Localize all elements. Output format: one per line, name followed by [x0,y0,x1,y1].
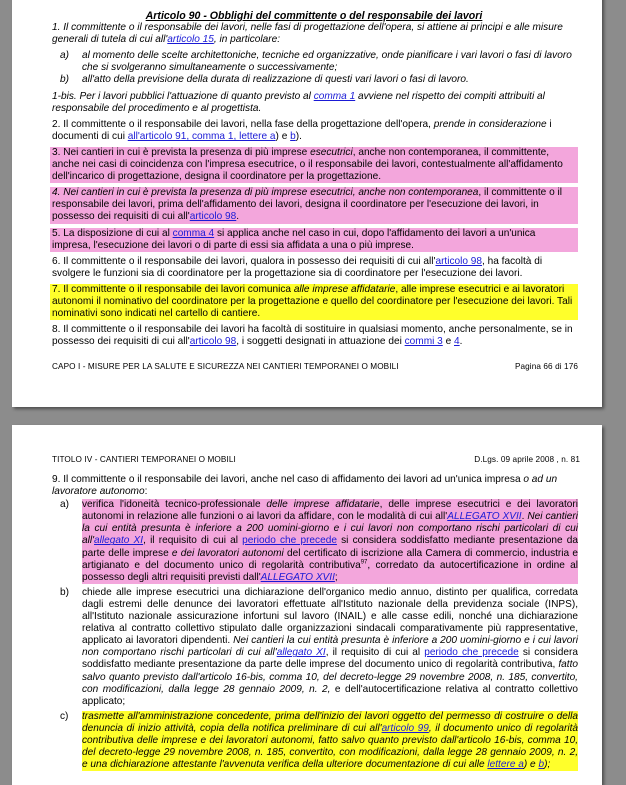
list-item-9c: c) trasmette all'amministrazione concedente, prima dell'inizio dei lavori oggetto del permesso di costruire o della denuncia di inizio attività, copia della notifica preliminare di cui all'articolo 99, il documento unico di regolarità contributiva delle imprese e dei lavoratori autonomi, fatto salvo quanto previsto dall'articolo 16-bis, comma 10, del decreto-legge 29 novembre 2008, n. 185, convertito, con modificazioni, dalla legge 28 gennaio 2009, n. 2, e una dichiarazione attestante l'avvenuta verifica della ulteriore documentazione di cui alle lettere a) e b); [60,710,578,771]
list-item-1a: a) al momento delle scelte architettoniche, tecniche ed organizzative, onde pianificare i vari lavori o fasi di lavoro che si svolgeranno simultaneamente o successivamente; [60,50,572,74]
document-page-67 [12,425,602,785]
link-articolo-91[interactable]: all'articolo 91, comma 1, lettere a [127,130,276,142]
list-item-9b: b) chiede alle imprese esecutrici una dichiarazione dell'organico medio annuo, distinto per qualifica, corredata dagli estremi delle denunce dei lavoratori effettuate all'Istituto nazionale della previdenza sociale (INPS), all'Istituto nazionale assicurazione infortuni sul lavoro (INAIL) e alle casse edili, nonché una dichiarazione relativa al contratto collettivo stipulato dalle organizzazioni sindacali comparativamente più rappresentative, applicato ai lavoratori dipendenti. Nei cantieri la cui entità presunta è inferiore a 200 uomini-giorno e i cui lavori non comportano rischi particolari di cui all'allegato XI, il requisito di cui al periodo che precede si considera soddisfatto mediante presentazione da parte delle imprese del documento unico di regolarità contributiva, fatto salvo quanto previsto dall'articolo 16-bis, comma 10, del decreto-legge 29 novembre 2008, n. 185, convertito, con modificazioni, dalla legge 28 gennaio 2009, n. 2, e dell'autocertificazione relativa al contratto collettivo applicato; [60,586,578,707]
link-periodo-che-precede[interactable]: periodo che precede [424,647,519,659]
paragraph-8: 8. Il committente o il responsabile dei lavori ha facoltà di sostituire in qualsiasi momento, anche personalmente, se in possesso dei requisiti di cui all'articolo 98, i soggetti designati in attuazione dei commi 3 e 4. [52,324,573,348]
link-lettera-b[interactable]: b [290,130,296,142]
paragraph-1-bis: 1-bis. Per i lavori pubblici l'attuazione di quanto previsto al comma 1 avviene nel rispetto dei compiti attribuiti al responsabile del procedimento e al progettista. [52,90,545,114]
page-header-law: D.Lgs. 09 aprile 2008 , n. 81 [474,455,580,464]
document-page-66 [12,0,602,407]
link-comma-1[interactable]: comma 1 [313,90,356,102]
page-header-title: TITOLO IV - CANTIERI TEMPORANEI O MOBILI [52,455,236,464]
paragraph-5: 5. La disposizione di cui al comma 4 si applica anche nel caso in cui, dopo l'affidamento dei lavori a un'unica impresa, l'esecuzione dei lavori o di parte di essi sia affidata a una o più imprese. [50,228,578,252]
paragraph-4: 4. Nei cantieri in cui è prevista la presenza di più imprese esecutrici, anche non contemporanea, il committente o il responsabile dei lavori, prima dell'affidamento dei lavori, designa il coordinatore per l'esecuzione dei lavori, in possesso dei requisiti di cui all'articolo 98. [50,187,578,223]
paragraph-6: 6. Il committente o il responsabile dei lavori, qualora in possesso dei requisiti di cui all'articolo 98, ha facoltà di svolgere le funzioni sia di coordinatore per la progettazione sia di coordinatore per l'esecuzione dei lavori. [52,255,543,279]
link-comma-4[interactable]: 4 [454,336,460,348]
page-footer-number: Pagina 66 di 176 [514,362,578,371]
link-lettera-b[interactable]: b [538,759,545,771]
link-allegato-xvii[interactable]: ALLEGATO XVII [447,511,522,523]
footnote-ref: 97 [360,559,368,566]
link-periodo-che-precede[interactable]: periodo che precede [242,535,337,547]
list-item-1b: b) all'atto della previsione della durata di realizzazione di questi vari lavori o fasi di lavoro. [60,74,469,86]
paragraph-2: 2. Il committente o il responsabile dei lavori, nella fase della progettazione dell'opera, prende in considerazione i documenti di cui all'articolo 91, comma 1, lettere a) e b). [52,118,552,142]
link-commi-3[interactable]: commi 3 [404,336,443,348]
paragraph-1: 1. Il committente o il responsabile dei lavori, nelle fasi di progettazione dell'opera, si attiene ai principi e alle misure generali di tutela di cui all'articolo 15, in particolare: [52,22,563,46]
paragraph-3: 3. Nei cantieri in cui è prevista la presenza di più imprese esecutrici, anche non contemporanea, il committente, anche nei casi di coincidenza con l'impresa esecutrice, o il responsabile dei lavori, contestualmente all'affidamento dell'incarico di progettazione, designa il coordinatore per la progettazione. [50,147,578,183]
list-item-9a: a) verifica l'idoneità tecnico-professionale delle imprese affidatarie, delle imprese esecutrici e dei lavoratori autonomi in relazione alle funzioni o ai lavori da affidare, con le modalità di cui all'ALLEGATO XVII. Nei cantieri la cui entità presunta è inferiore a 200 uomini-giorno e i cui lavori non comportano rischi particolari di cui all'allegato XI, il requisito di cui al periodo che precede si considera soddisfatto mediante presentazione da parte delle imprese e dei lavoratori autonomi del certificato di iscrizione alla Camera di commercio, industria e artigianato e del documento unico di regolarità contributiva$^{97}$, corredato da autocertificazione in ordine al possesso degli altri requisiti previsti dall'ALLEGATO XVII; [60,499,579,583]
link-lettera-a[interactable]: lettere a [487,759,524,771]
link-articolo-98[interactable]: articolo 98 [435,255,483,267]
paragraph-9: 9. Il committente o il responsabile dei lavori, anche nel caso di affidamento dei lavori ad un'unica impresa o ad un lavoratore autonomo: [52,474,558,498]
link-allegato-xi[interactable]: allegato XI [94,535,144,547]
link-articolo-98[interactable]: articolo 98 [189,211,237,223]
link-articolo-15[interactable]: articolo 15 [167,34,214,46]
link-articolo-99[interactable]: articolo 99 [381,722,429,734]
link-comma-4[interactable]: comma 4 [172,227,215,239]
link-articolo-98[interactable]: articolo 98 [189,336,237,348]
link-allegato-xi[interactable]: allegato XI [276,647,326,659]
link-allegato-xvii[interactable]: ALLEGATO XVII [260,571,335,583]
page-footer-chapter: CAPO I - MISURE PER LA SALUTE E SICUREZZA NEI CANTIERI TEMPORANEI O MOBILI [52,362,399,371]
article-title: Articolo 90 - Obblighi del committente o del responsabile dei lavori [145,10,483,22]
paragraph-7: 7. Il committente o il responsabile dei lavori comunica alle imprese affidatarie, alle imprese esecutrici e ai lavoratori autonomi il nominativo del coordinatore per la progettazione e quello del coordinatore per l'esecuzione dei lavori. Tali nominativi sono indicati nel cartello di cantiere. [50,284,578,320]
